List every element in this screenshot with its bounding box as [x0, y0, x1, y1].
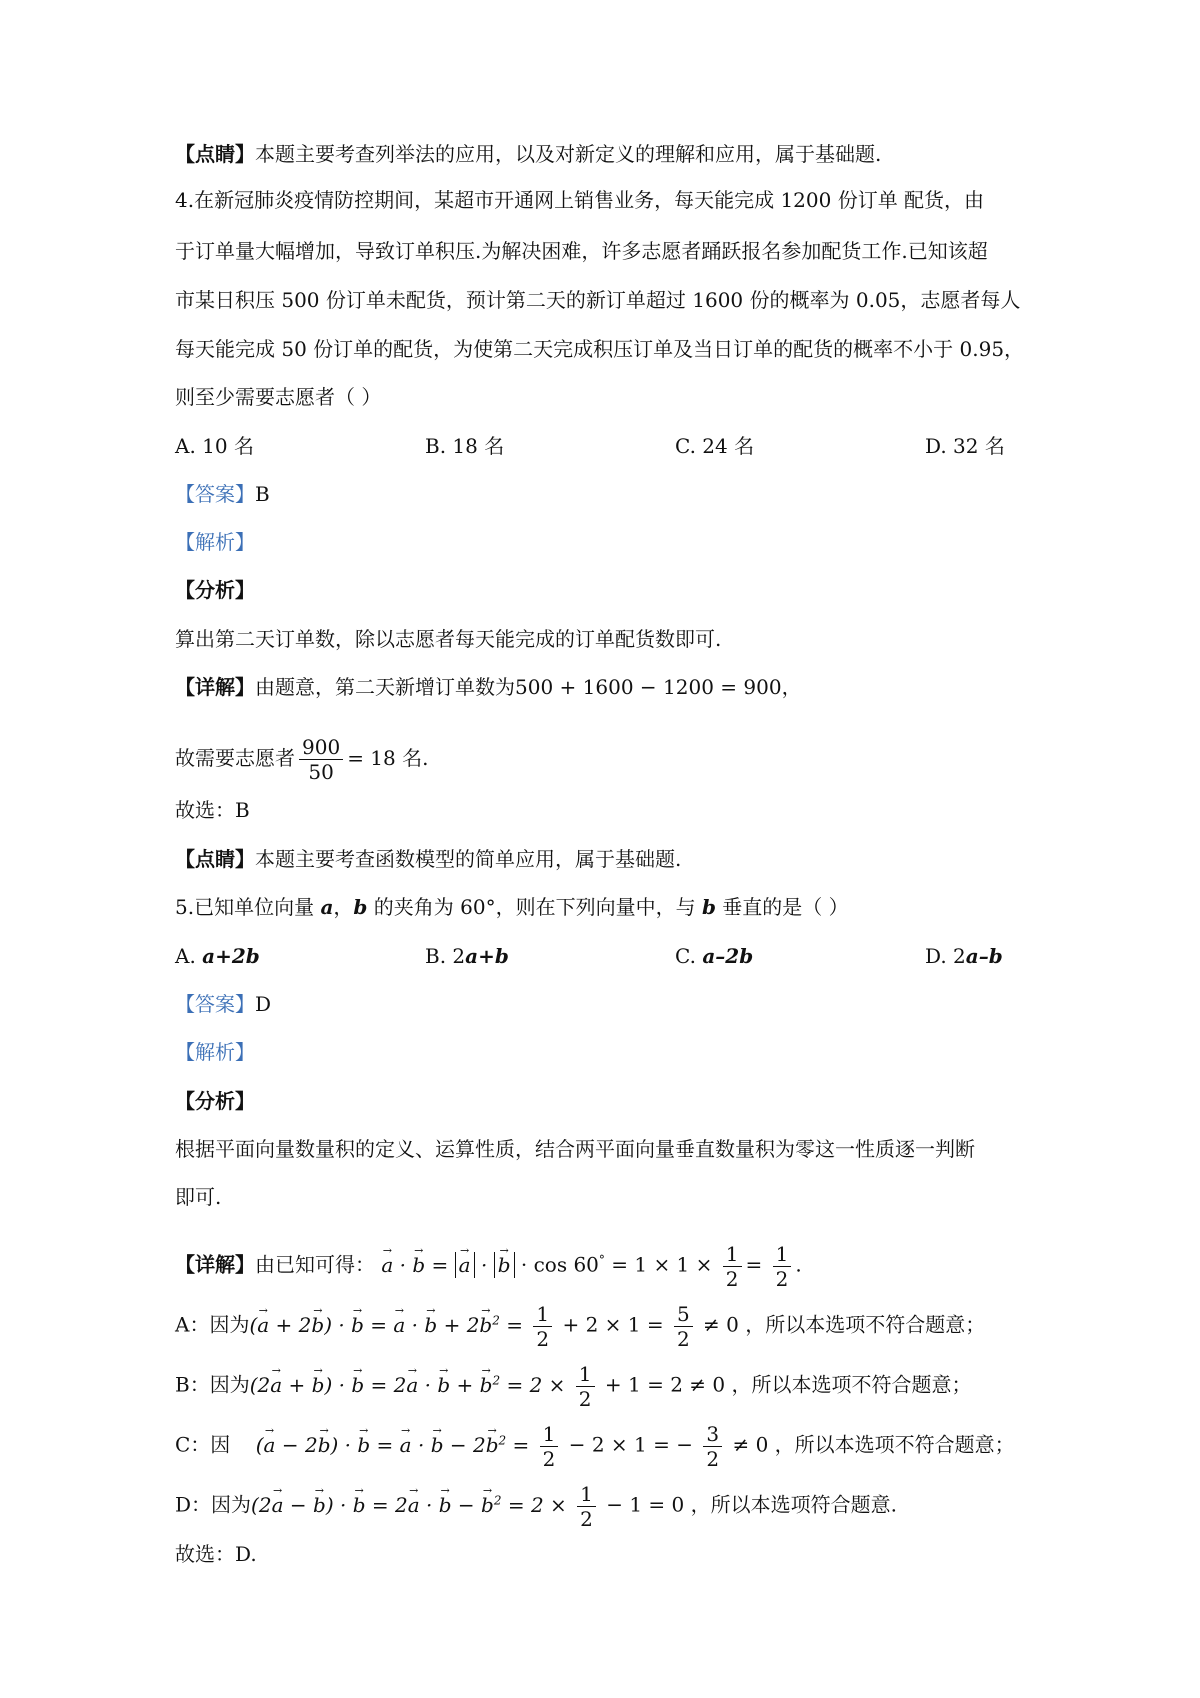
case-d-lead: D：因为	[175, 1492, 252, 1517]
q4-answer: B	[255, 482, 270, 506]
frac-num: 1	[773, 1242, 792, 1267]
frac-den: 2	[676, 1326, 690, 1351]
three-half-fraction	[703, 1422, 722, 1471]
half-fraction	[540, 1422, 559, 1471]
q5-case-a: A：因为(→ a + 2→ b) · → b = → a · → $b + 2\to b^2$ = $\frac{1}{2}$ + 2 × 1 = $\frac{5}{2}$ ≠ 0 ，所以本选项不符合题意；	[175, 1292, 985, 1353]
q4-frac-den: 50	[308, 760, 334, 784]
vector-b: b	[353, 895, 368, 919]
q4-stem-line-3: 市某日积压 500 份订单未配货，预计第二天的新订单超过 1600 份的概率为 0.05，志愿者每人	[175, 288, 1021, 312]
q5-option-d	[925, 942, 1003, 970]
q3-review-text: 本题主要考查列举法的应用，以及对新定义的理解和应用，属于基础题.	[255, 142, 882, 166]
q4-option-a: A. 10 名	[175, 434, 254, 458]
vec-a: → a	[381, 1237, 393, 1293]
option-expr: a+b	[465, 944, 509, 968]
case-d-rhs: − 1 = 0 ，所以本选项符合题意.	[599, 1492, 897, 1517]
frac-den: 2	[542, 1446, 556, 1471]
q5-stem-mid: 的夹角为 60°，则在下列向量中，与	[367, 895, 702, 919]
q4-need-line	[175, 730, 428, 786]
xiangjie-tag: 【详解】	[175, 675, 255, 699]
answer-tag: 【答案】	[175, 992, 255, 1016]
q5-stem	[175, 893, 849, 921]
answer-tag: 【答案】	[175, 482, 255, 506]
five-half-fraction	[674, 1302, 693, 1351]
option-label: D. 2	[925, 944, 966, 968]
q5-fenxi-line-1: 根据平面向量数量积的定义、运算性质，结合两平面向量垂直数量积为零这一性质逐一判断	[175, 1137, 975, 1161]
dianjing-tag: 【点睛】	[175, 847, 255, 871]
option-expr: a+2b	[202, 944, 260, 968]
frac-num: 1	[723, 1242, 742, 1267]
q5-xiangjie-text: 由已知可得：	[255, 1252, 375, 1277]
case-c-lead: C：因	[175, 1432, 231, 1457]
option-label: C.	[675, 944, 703, 968]
degree: °	[598, 1253, 605, 1267]
q5-answer-line	[175, 990, 271, 1018]
frac-den: 2	[580, 1506, 593, 1531]
q5-fenxi-line-2: 即可.	[175, 1185, 222, 1209]
case-a-tail: ≠ 0 ，所以本选项不符合题意；	[696, 1312, 986, 1337]
q5-stem-pre: 5.已知单位向量	[175, 895, 321, 919]
half-fraction	[576, 1362, 595, 1411]
q4-stem-line-4: 每天能完成 50 份订单的配货，为使第二天完成积压订单及当日订单的配货的概率不小于 0.95，	[175, 337, 1025, 361]
q4-fenxi-text: 算出第二天订单数，除以志愿者每天能完成的订单配货数即可.	[175, 627, 722, 651]
option-label: B. 2	[425, 944, 466, 968]
q4-option-d: D. 32 名	[925, 434, 1005, 458]
q4-fraction	[299, 735, 343, 784]
vector-b: b	[701, 895, 716, 919]
q5-option-a	[175, 942, 260, 970]
q4-stem-line-1: 4.在新冠肺炎疫情防控期间，某超市开通网上销售业务，每天能完成 1200 份订单 配货，由	[175, 188, 985, 212]
cos-text: · cos 60	[520, 1252, 599, 1277]
case-c-rhs: − 2 × 1 = −	[562, 1432, 700, 1457]
q5-case-c: C：因 (→ a − 2→ b) · → b = → a · → $b - 2\to b^2$ = $\frac{1}{2}$ − 2 × 1 = − $\frac{3}{2}$ ≠ 0 ，所以本选项不符合题意；	[175, 1412, 1015, 1473]
half-fraction	[577, 1482, 596, 1531]
eq-one: = 1 × 1 ×	[604, 1252, 719, 1277]
q5-stem-sep: ，	[333, 895, 354, 919]
q4-xiangjie-text: 由题意，第二天新增订单数为	[255, 675, 515, 699]
q5-answer: D	[255, 992, 272, 1016]
frac-num: 5	[674, 1302, 693, 1327]
q3-review-line	[175, 140, 881, 168]
q4-fenxi-tag: 【分析】	[175, 578, 255, 602]
q4-xiangjie-line	[175, 673, 802, 701]
q5-option-c	[675, 942, 753, 970]
dianjing-tag: 【点睛】	[175, 142, 255, 166]
frac-num: 1	[540, 1422, 559, 1447]
q5-case-d: D：因为(2→ a − → b) · → b = 2→ a · → b − → $b^2 = 2$ × $\frac{1}{2}$ − 1 = 0 ，所以本选项符合题意.	[175, 1472, 897, 1533]
frac-num: 1	[533, 1302, 552, 1327]
q4-need-result: = 18 名.	[347, 746, 429, 770]
q4-stem-line-5: 则至少需要志愿者（ ）	[175, 385, 382, 409]
q4-option-b: B. 18 名	[425, 434, 505, 458]
xiangjie-tag: 【详解】	[175, 1252, 255, 1277]
frac-den: 2	[775, 1266, 789, 1291]
option-label: A.	[175, 944, 203, 968]
frac-den: 2	[706, 1446, 720, 1471]
q4-need-text: 故需要志愿者	[175, 746, 295, 770]
q4-answer-line	[175, 480, 270, 508]
q5-fenxi-tag: 【分析】	[175, 1089, 255, 1113]
frac-den: 2	[725, 1266, 739, 1291]
vec-b: → b	[412, 1237, 425, 1293]
case-b-lead: B：因为	[175, 1372, 250, 1397]
q5-case-b: B：因为(2→ a + → b) · → b = 2→ a · → b + → $b^2 = 2$ × $\frac{1}{2}$ + 1 = 2 ≠ 0 ，所以本选项不符合题意；	[175, 1352, 971, 1413]
q4-frac-num: 900	[299, 735, 343, 760]
frac-num: 3	[703, 1422, 722, 1447]
q5-choose: 故选：D.	[175, 1542, 257, 1566]
half-fraction	[533, 1302, 552, 1351]
q5-xiangjie-line: 【详解】由已知可得： → a · → b = → a · → b · cos 60° = 1 × 1 × $\frac{1}{2}$ = $\frac{1}{2}$ .	[175, 1232, 802, 1293]
case-c-tail: ≠ 0 ，所以本选项不符合题意；	[726, 1432, 1015, 1457]
case-a-rhs: + 2 × 1 =	[556, 1312, 670, 1337]
q5-option-b	[425, 942, 509, 970]
frac-num: 1	[576, 1362, 595, 1387]
case-b-rhs: + 1 = 2 ≠ 0 ，所以本选项不符合题意；	[598, 1372, 972, 1397]
q5-stem-post: 垂直的是（ ）	[715, 895, 849, 919]
half-fraction	[723, 1242, 742, 1291]
q4-jiexi-tag: 【解析】	[175, 530, 255, 554]
frac-den: 2	[536, 1326, 550, 1351]
q4-choose: 故选：B	[175, 798, 250, 822]
q5-jiexi-tag: 【解析】	[175, 1040, 255, 1064]
q4-dianjing-line	[175, 845, 681, 873]
q4-xiangjie-expr: 500 + 1600 − 1200 = 900，	[515, 675, 802, 699]
q4-stem-line-2: 于订单量大幅增加，导致订单积压.为解决困难，许多志愿者踊跃报名参加配货工作.已知该超	[175, 239, 988, 263]
option-expr: a–b	[965, 944, 1003, 968]
frac-num: 1	[577, 1482, 596, 1507]
q4-dianjing-text: 本题主要考查函数模型的简单应用，属于基础题.	[255, 847, 682, 871]
half-fraction	[773, 1242, 792, 1291]
vector-a: a	[320, 895, 334, 919]
q4-option-c: C. 24 名	[675, 434, 755, 458]
frac-den: 2	[578, 1386, 592, 1411]
case-a-lead: A：因为	[175, 1312, 250, 1337]
option-expr: a–2b	[702, 944, 754, 968]
